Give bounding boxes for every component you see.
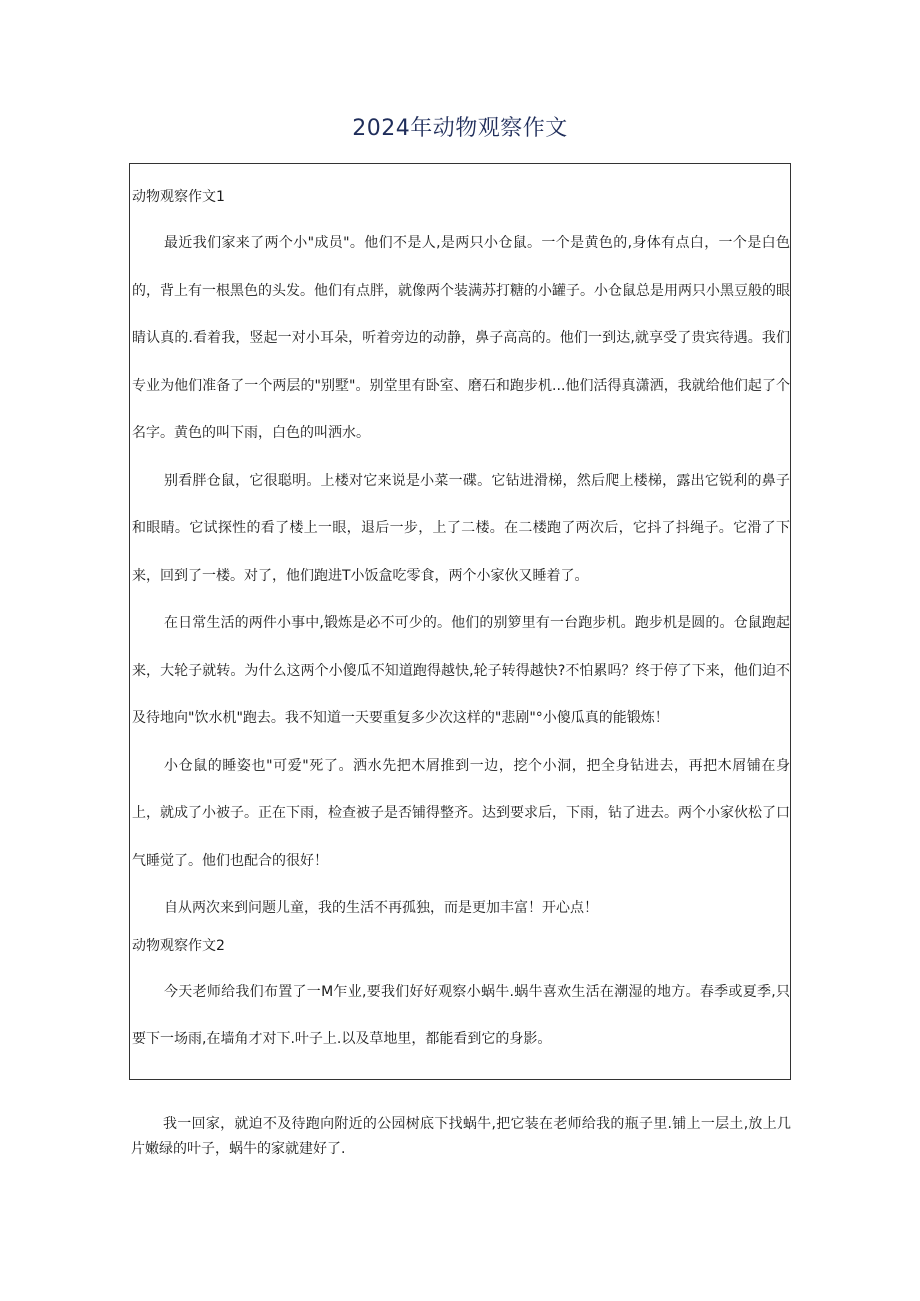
essay-2-continuation-paragraph: 我一回家，就迫不及待跑向附近的公园树底下找蜗牛,把它装在老师给我的瓶子里.铺上一层土,放上几片嫩绿的叶子，蜗牛的家就建好了.	[131, 1116, 791, 1157]
essay-1-paragraph: 在日常生活的两件小事中,锻炼是必不可少的。他们的别箩里有一台跑步机。跑步机是圆的。仓鼠跑起来，大轮子就转。为什么这两个小傻瓜不知道跑得越快,轮子转得越快?不怕累吗？终于停了下来，他们迫不及待地向"饮水机"跑去。我不知道一天要重复多少次这样的"悲剧"°小傻瓜真的能锻炼！	[132, 615, 790, 726]
essay-1-paragraph: 自从两次来到问题儿童，我的生活不再孤独，而是更加丰富！开心点！	[164, 900, 598, 916]
essay-2-heading: 动物观察作文2	[132, 937, 225, 954]
essay-1-heading: 动物观察作文1	[132, 189, 225, 205]
essay-frame	[129, 163, 791, 1080]
essay-1-paragraph: 别看胖仓鼠，它很聪明。上楼对它来说是小菜一碟。它钻进滑梯，然后爬上楼梯，露出它锐利的鼻子和眼睛。它试探性的看了楼上一眼，退后一步，上了二楼。在二楼跑了两次后，它抖了抖绳子。它滑了下来，回到了一楼。对了，他们跑进T小饭盒吃零食，两个小家伙又睡着了。	[132, 472, 790, 584]
essay-content	[132, 184, 790, 1064]
essay-2-paragraph: 今天老师给我们布置了一M乍业,要我们好好观察小蜗牛.蜗牛喜欢生活在潮湿的地方。春季或夏季,只要下一场雨,在墙角才对下.叶子上.以及草地里，都能看到它的身影。	[132, 983, 790, 1047]
document-title: 2024年动物观察作文	[352, 116, 568, 141]
essay-1-paragraph: 最近我们家来了两个小"成员"。他们不是人,是两只小仓鼠。一个是黄色的,身体有点白，一个是白色的，背上有一根黑色的头发。他们有点胖，就像两个装满苏打糖的小罐子。小仓鼠总是用两只小黑豆般的眼睛认真的.看着我，竖起一对小耳朵，听着旁边的动静，鼻子高高的。他们一到达,就享受了贵宾待遇。我们专业为他们准备了一个两层的"别墅"。别堂里有卧室、磨石和跑步机...他们活得真潇洒，我就给他们起了个名字。黄色的叫下雨，白色的叫洒水。	[132, 235, 790, 441]
essay-1-paragraph: 小仓鼠的睡姿也"可爱"死了。洒水先把木屑推到一边，挖个小洞，把全身钻进去，再把木屑铺在身上，就成了小被子。正在下雨，检查被子是否铺得整齐。达到要求后，下雨，钻了进去。两个小家伙松了口气睡觉了。他们也配合的很好！	[132, 757, 790, 869]
